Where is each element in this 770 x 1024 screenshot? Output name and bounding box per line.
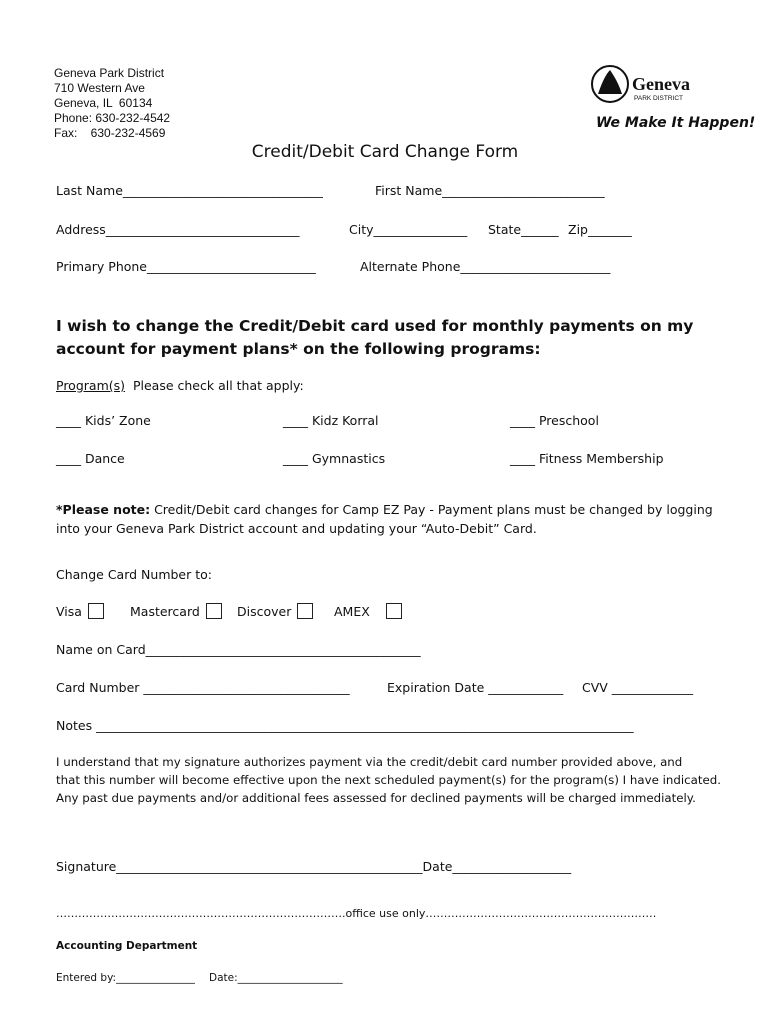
card-type-discover[interactable]	[237, 603, 313, 619]
alternate-phone-field[interactable]: Alternate Phone________________________	[360, 259, 611, 274]
program-dance[interactable]: ____ Dance	[56, 451, 125, 466]
accounting-department-label: Accounting Department	[56, 940, 198, 952]
programs-hint: Please check all that apply:	[132, 378, 304, 393]
change-card-label: Change Card Number to:	[56, 567, 212, 582]
legal-line-2: that this number will become effective upon the next scheduled payment(s) for the program(s) I have indicated.	[56, 773, 721, 787]
org-name: Geneva Park District	[54, 66, 165, 80]
org-phone: Phone: 630-232-4542	[54, 111, 171, 125]
address-field[interactable]: Address_______________________________	[56, 222, 300, 237]
visa-label: Visa	[56, 604, 82, 619]
legal-line-1: I understand that my signature authorizes payment via the credit/debit card number provided above, and	[56, 755, 683, 769]
card-type-visa[interactable]	[56, 603, 104, 619]
mastercard-checkbox[interactable]	[206, 603, 222, 619]
camp-ez-pay-note	[56, 500, 736, 538]
card-number-field[interactable]: Card Number _________________________________	[56, 680, 350, 695]
last-name-field[interactable]: Last Name________________________________	[56, 183, 323, 198]
note-text: Credit/Debit card changes for Camp EZ Pay - Payment plans must be changed by logging into your Geneva Park District account and updating your “Auto-Debit” Card.	[56, 502, 713, 536]
primary-phone-field[interactable]: Primary Phone___________________________	[56, 259, 316, 274]
card-type-amex[interactable]	[334, 603, 402, 619]
state-field[interactable]: State______	[488, 222, 559, 237]
legal-line-3: Any past due payments and/or additional fees assessed for declined payments will be charged immediately.	[56, 791, 696, 805]
signature-date-field[interactable]: Signature_________________________________________________Date___________________	[56, 859, 572, 874]
logo-sub: PARK DISTRICT	[634, 95, 683, 102]
expiration-date-field[interactable]: Expiration Date ____________	[387, 680, 564, 695]
program-preschool[interactable]: ____ Preschool	[510, 413, 599, 428]
amex-checkbox[interactable]	[386, 603, 402, 619]
authorization-statement	[56, 753, 736, 807]
zip-field[interactable]: Zip_______	[568, 222, 632, 237]
program-kids-zone[interactable]: ____ Kids’ Zone	[56, 413, 151, 428]
logo-tagline: We Make It Happen!	[596, 115, 756, 131]
visa-checkbox[interactable]	[88, 603, 104, 619]
note-label: *Please note:	[56, 502, 151, 517]
program-fitness-membership[interactable]: ____ Fitness Membership	[510, 451, 664, 466]
mastercard-label: Mastercard	[130, 604, 200, 619]
org-street: 710 Western Ave	[54, 81, 145, 95]
notes-field[interactable]: Notes ______________________________________________________________________________________	[56, 718, 634, 733]
discover-checkbox[interactable]	[297, 603, 313, 619]
org-address-block	[54, 66, 170, 141]
cvv-field[interactable]: CVV _____________	[582, 680, 694, 695]
geneva-logo	[588, 60, 756, 136]
programs-label: Program(s)	[56, 378, 126, 393]
logo-name: Geneva	[632, 74, 690, 94]
city-field[interactable]: City_______________	[349, 222, 468, 237]
discover-label: Discover	[237, 604, 292, 619]
card-type-mastercard[interactable]	[130, 603, 222, 619]
programs-heading: I wish to change the Credit/Debit card used for monthly payments on my account for payment plans* on the following programs:	[56, 317, 694, 358]
program-gymnastics[interactable]: ____ Gymnastics	[283, 451, 386, 466]
programs-instruction	[56, 378, 304, 393]
name-on-card-field[interactable]: Name on Card____________________________________________	[56, 642, 421, 657]
office-date-field[interactable]: Date:____________________	[209, 972, 343, 984]
form-title: Credit/Debit Card Change Form	[251, 142, 519, 162]
org-city: Geneva, IL 60134	[54, 96, 153, 110]
org-fax: Fax: 630-232-4569	[54, 126, 166, 140]
entered-by-field[interactable]: Entered by:_______________	[56, 972, 195, 984]
amex-label: AMEX	[334, 604, 370, 619]
office-use-divider: …………………………………………………………………….office use only………………………………………………………	[56, 907, 657, 920]
program-kidz-korral[interactable]: ____ Kidz Korral	[283, 413, 379, 428]
first-name-field[interactable]: First Name__________________________	[375, 183, 605, 198]
